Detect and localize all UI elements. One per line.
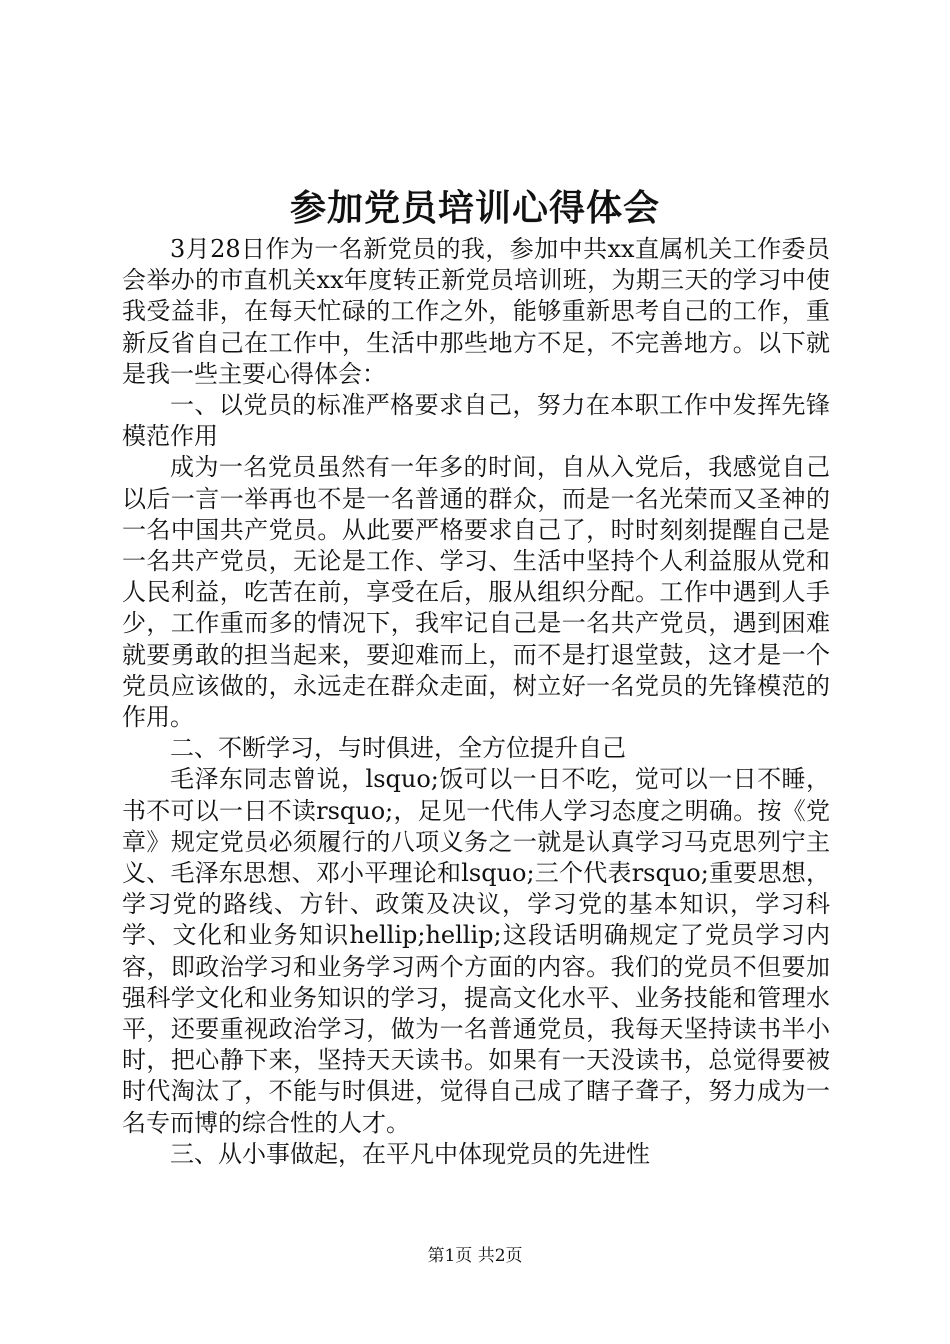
page-footer: 第1页 共2页 — [427, 1246, 523, 1266]
document-body — [122, 234, 830, 1170]
section-heading-2: 二、不断学习，与时俱进，全方位提升自己 — [170, 734, 626, 763]
paragraph-section-2: 毛泽东同志曾说，lsquo;饭可以一日不吃，觉可以一日不睡，书不可以一日不读rsquo;，足见一代伟人学习态度之明确。按《党章》规定党员必须履行的八项义务之一就是认真学习马克思列宁主义、毛泽东思想、邓小平理论和lsquo;三个代表rsquo;重要思想，学习党的路线、方针、政策及决议，学习党的基本知识，学习科学、文化和业务知识hellip;hellip;这段话明确规定了党员学习内容，即政治学习和业务学习两个方面的内容。我们的党员不但要加强科学文化和业务知识的学习，提高文化水平、业务技能和管理水平，还要重视政治学习，做为一名普通党员，我每天坚持读书半小时，把心静下来，坚持天天读书。如果有一天没读书，总觉得要被时代淘汰了，不能与时俱进，觉得自己成了瞎子聋子，努力成为一名专而博的综合性的人才。 — [122, 765, 830, 1137]
section-heading-1: 一、以党员的标准严格要求自己，努力在本职工作中发挥先锋模范作用 — [122, 391, 830, 451]
paragraph-section-1: 成为一名党员虽然有一年多的时间，自从入党后，我感觉自己以后一言一举再也不是一名普通的群众，而是一名光荣而又圣神的一名中国共产党员。从此要严格要求自己了，时时刻刻提醒自己是一名共产党员，无论是工作、学习、生活中坚持个人利益服从党和人民利益，吃苦在前，享受在后，服从组织分配。工作中遇到人手少，工作重而多的情况下，我牢记自己是一名共产党员，遇到困难就要勇敢的担当起来，要迎难而上，而不是打退堂鼓，这才是一个党员应该做的，永远走在群众走面，树立好一名党员的先锋模范的作用。 — [122, 453, 830, 732]
section-heading-3: 三、从小事做起，在平凡中体现党员的先进性 — [170, 1139, 650, 1168]
document-title: 参加党员培训心得体会 — [289, 187, 660, 229]
paragraph-intro: 3月28日作为一名新党员的我，参加中共xx直属机关工作委员会举办的市直机关xx年度转正新党员培训班，为期三天的学习中使我受益非，在每天忙碌的工作之外，能够重新思考自己的工作，重新反省自己在工作中，生活中那些地方不足，不完善地方。以下就是我一些主要心得体会： — [122, 235, 830, 388]
